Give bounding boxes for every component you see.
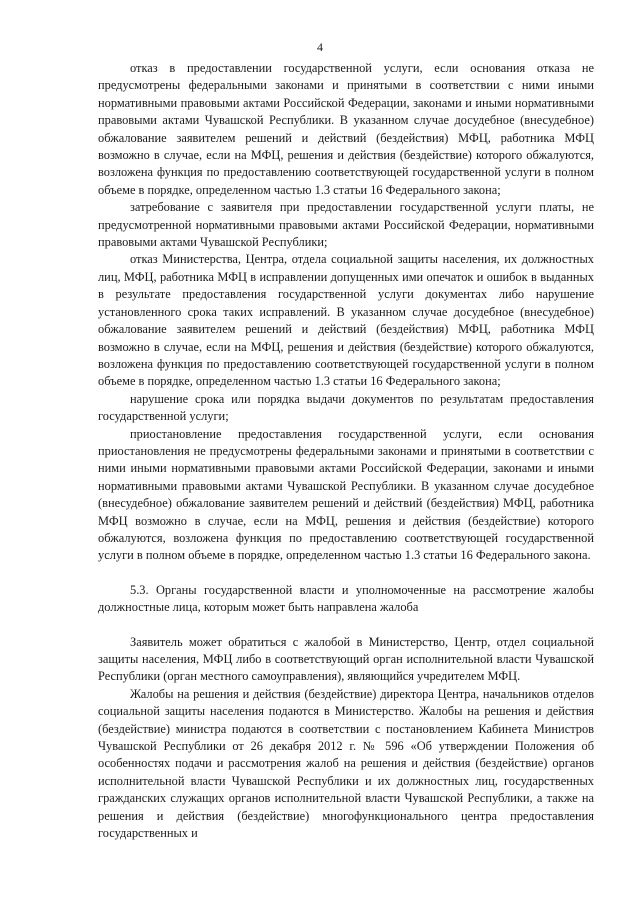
paragraph-fee-demand: затребование с заявителя при предоставлении государственной услуги платы, не предусмотренной нормативными правовыми актами Российской Федерации, нормативными правовыми актами Чувашской Республики;	[98, 200, 594, 250]
page-number: 4	[317, 40, 323, 54]
paragraph-complaint-procedure: Жалобы на решения и действия (бездействие) директора Центра, начальников отделов социальной защиты населения подаются в Министерство. Жалобы на решения и действия (бездействие) министра подаются в соответствии с постановлением Кабинета Министров Чувашской Республики от 26 декабря 2012 г. № 596 «Об утверждении Положения об особенностях подачи и рассмотрения жалоб на решения и действия (бездействие) органов исполнительной власти Чувашской Республики и их должностных лиц, государственных гражданских служащих органов исполнительной власти Чувашской Республики, а также на решения и действия (бездействие) многофункционального центра предоставления государственных и	[98, 686, 594, 841]
document-body	[98, 60, 594, 842]
paragraph-applicant-complaint: Заявитель может обратиться с жалобой в Министерство, Центр, отдел социальной защиты населения, МФЦ либо в соответствующий орган исполнительной власти Чувашской Республики (орган местного самоуправления), являющийся учредителем МФЦ.	[98, 634, 594, 684]
paragraph-correction-refusal: отказ Министерства, Центра, отдела социальной защиты населения, их должностных лиц, МФЦ, работника МФЦ в исправлении допущенных ими опечаток и ошибок в выданных в результате предоставления государственной услуги документах либо нарушение установленного срока таких исправлений. В указанном случае досудебное (внесудебное) обжалование заявителем решений и действий (бездействия) МФЦ, работника МФЦ возможно в случае, если на МФЦ, решения и действия (бездействие) которого обжалуются, возложена функция по предоставлению соответствующей государственной услуги в полном объеме в порядке, определенном частью 1.3 статьи 16 Федерального закона;	[98, 252, 594, 389]
paragraph-refusal-of-service: отказ в предоставлении государственной услуги, если основания отказа не предусмотрены федеральными законами и принятыми в соответствии с ними иными нормативными правовыми актами Российской Федерации, законами и иными нормативными правовыми актами Чувашской Республики. В указанном случае досудебное (внесудебное) обжалование заявителем решений и действий (бездействия) МФЦ, работника МФЦ возможно в случае, если на МФЦ, решения и действия (бездействие) которого обжалуются, возложена функция по предоставлению соответствующей государственной услуги в полном объеме в порядке, определенном частью 1.3 статьи 16 Федерального закона;	[98, 61, 594, 197]
paragraph-suspension: приостановление предоставления государственной услуги, если основания приостановления не предусмотрены федеральными законами и принятыми в соответствии с ними иными нормативными правовыми актами Российской Федерации, законами и иными нормативными правовыми актами Чувашской Республики. В указанном случае досудебное (внесудебное) обжалование заявителем решений и действий (бездействия) МФЦ, работника МФЦ возможно в случае, если на МФЦ, решения и действия (бездействие) которого обжалуются, возложена функция по предоставлению соответствующей государственной услуги в полном объеме в порядке, определенном частью 1.3 статьи 16 Федерального закона.	[98, 426, 594, 563]
section-heading: 5.3. Органы государственной власти и уполномоченные на рассмотрение жалобы должностные лица, которым может быть направлена жалоба	[98, 582, 594, 615]
paragraph-issuance-violation: нарушение срока или порядка выдачи документов по результатам предоставления государственной услуги;	[98, 391, 594, 424]
